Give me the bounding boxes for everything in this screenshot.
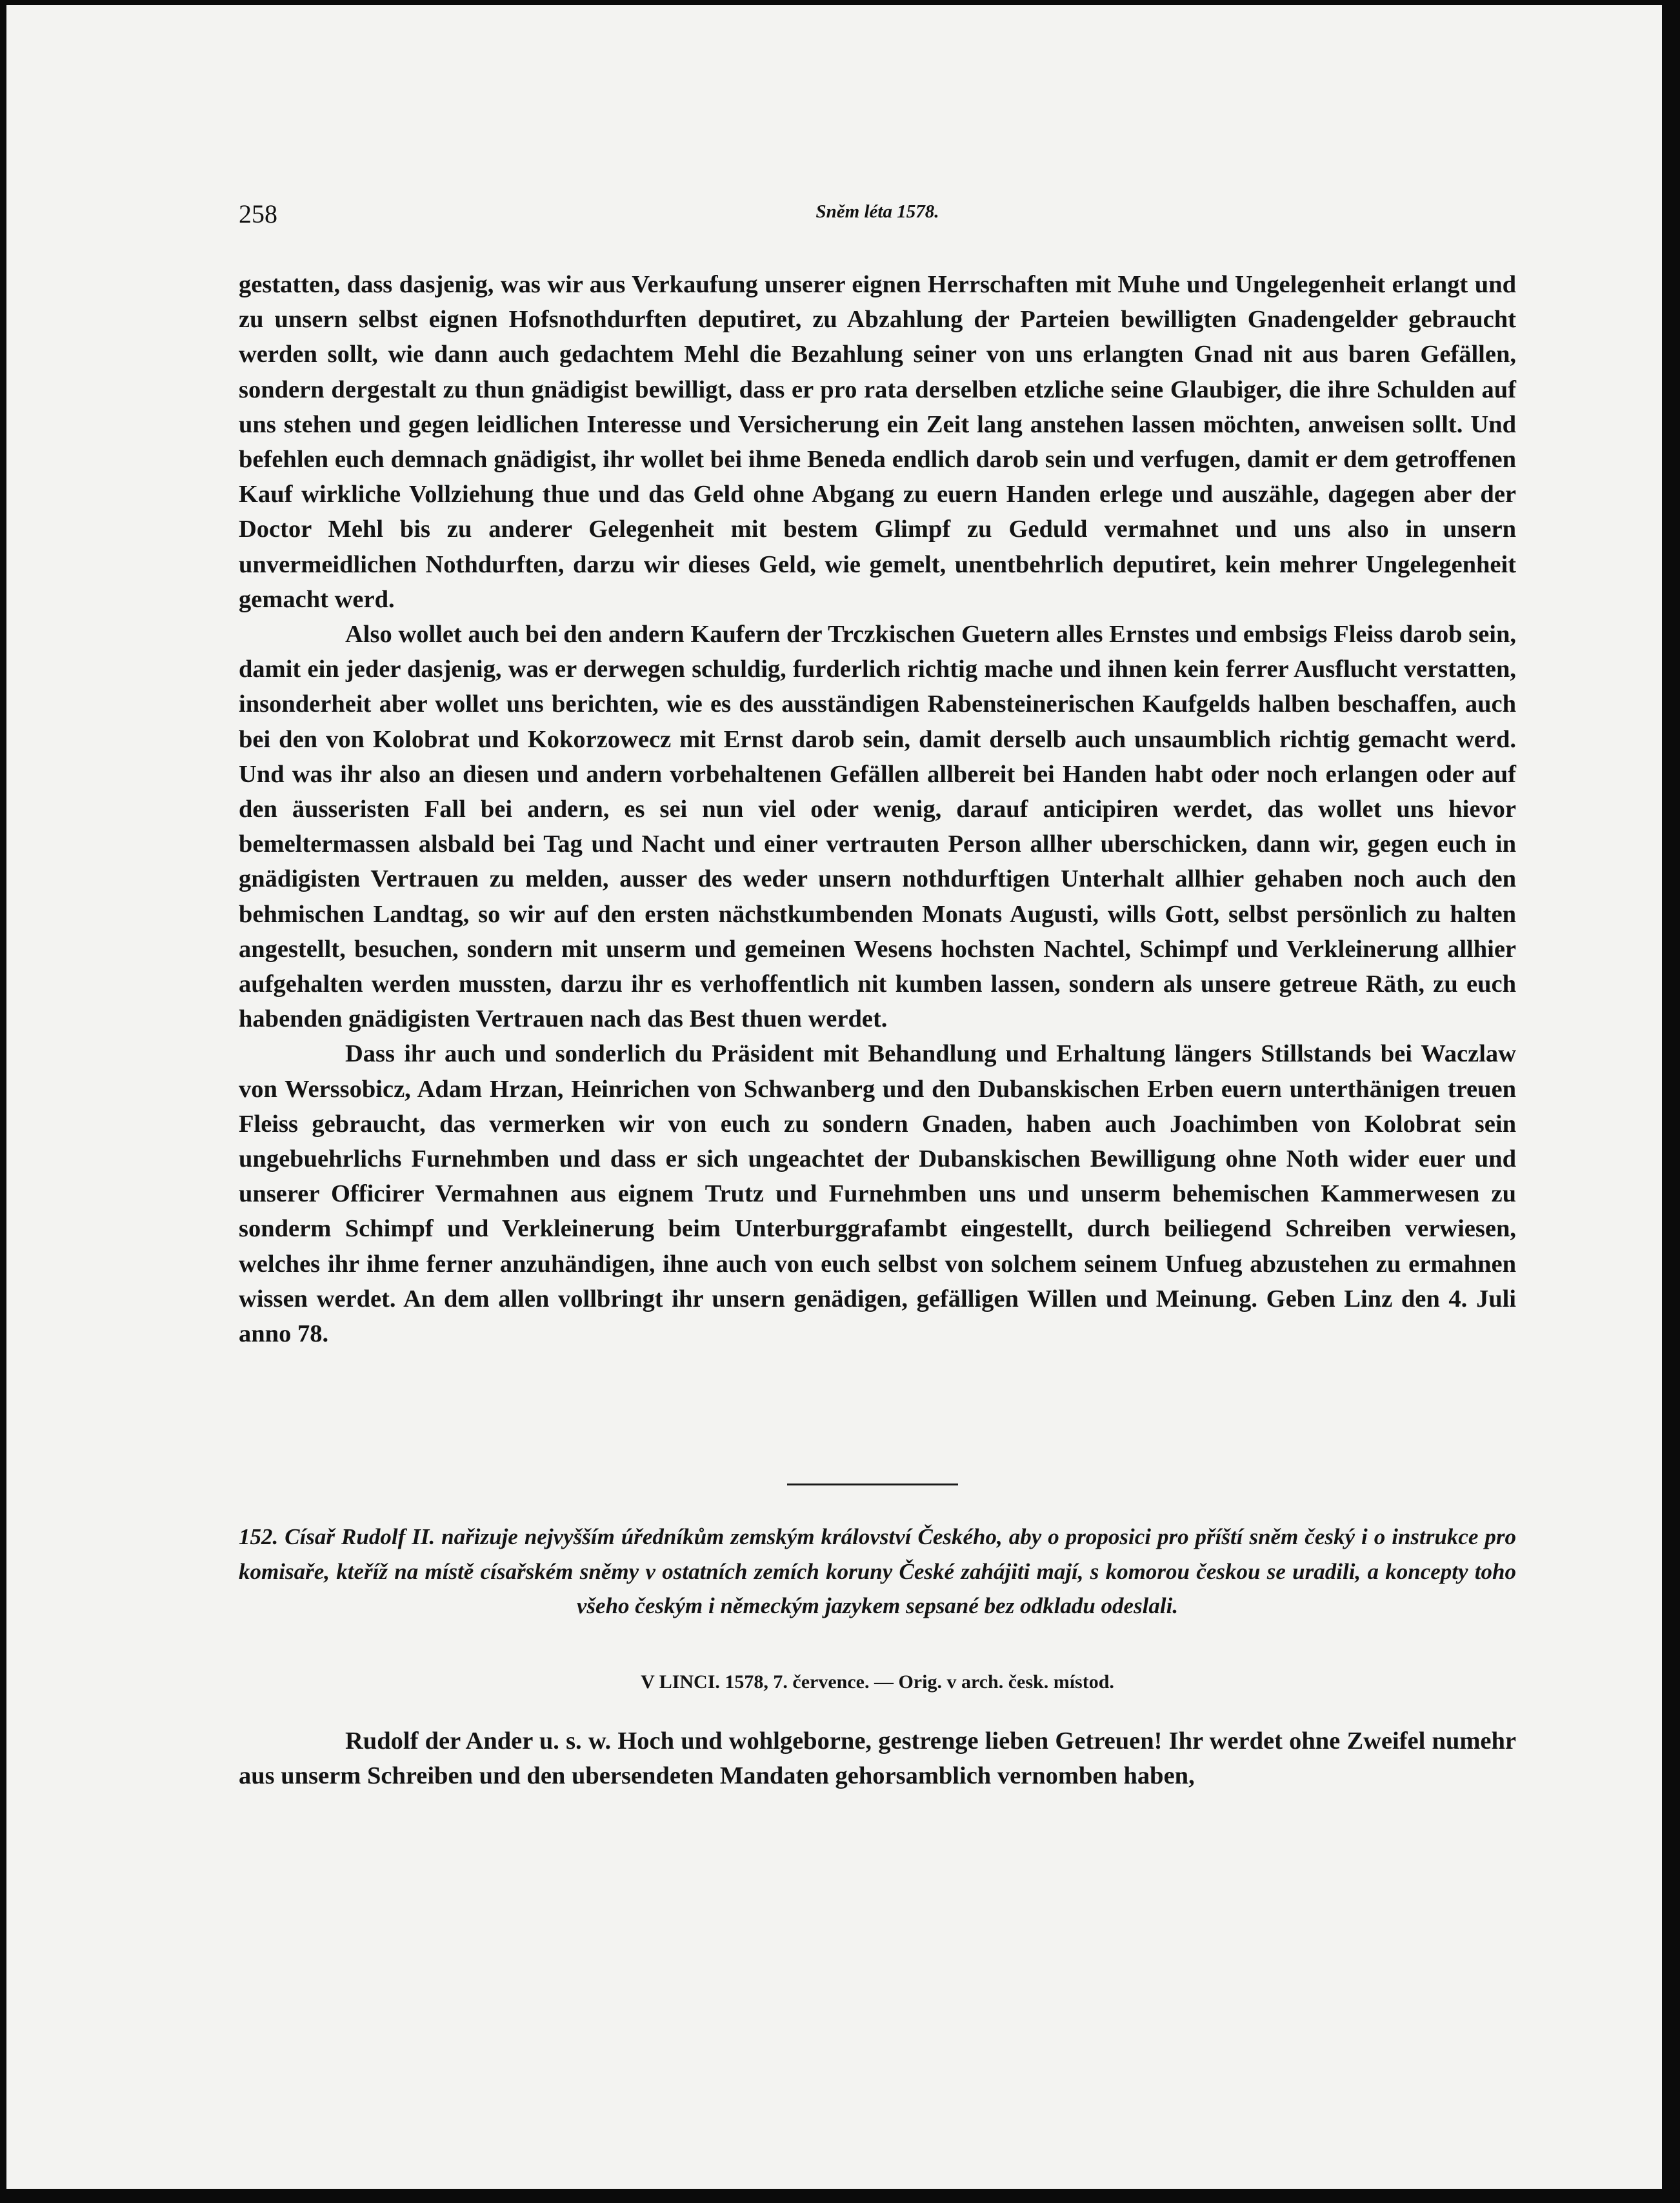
paragraph: Dass ihr auch und sonderlich du Präsident mit Behandlung und Erhaltung längers Stillstands bei Waczlaw von Werssobicz, Adam Hrzan, Heinrichen von Schwanberg und den Dubanskischen Erben euern unterthänigen treuen Fleiss gebraucht, das vermerken wir von euch zu sondern Gnaden, haben auch Joachimben von Kolobrat sein ungebuehrlichs Furnehmben und dass er sich ungeachtet der Dubanskischen Bewilligung ohne Noth wider euer und unserer Officirer Vermahnen aus eignem Trutz und Furnehmben uns und unserm behemischen Kammerwesen zu sonderm Schimpf und Verkleinerung beim Unterburggrafambt eingestellt, durch beiliegend Schreiben verwiesen, welches ihr ihme ferner anzuhändigen, ihne auch von euch selbst von solchem seinem Unfueg abzustehen zu ermahnen wissen werdet. An dem allen vollbringt ihr unsern genädigen, gefälligen Willen und Meinung. Geben Linz den 4. Juli anno 78. — [239, 1040, 1516, 1348]
regest-text: 152. Císař Rudolf II. nařizuje nejvyšším úředníkům zemským království Českého, aby o proposici pro příští sněm český i o instrukce pro komisaře, kteříž na místě císařském sněmy v ostatních zemích koruny České zahájiti mají, s komorou českou se uradili, a koncepty toho všeho českým i německým jazykem sepsané bez odkladu odeslali. — [239, 1524, 1516, 1618]
letter-text — [239, 1724, 1516, 1793]
main-text — [239, 267, 1516, 1351]
page-header — [239, 199, 1516, 237]
section-divider — [787, 1484, 958, 1485]
dateline: V LINCI. 1578, 7. července. — Orig. v arch. česk. místod. — [641, 1671, 1114, 1693]
page-number: 258 — [239, 199, 277, 228]
book-page — [6, 5, 1662, 2189]
paragraph: Rudolf der Ander u. s. w. Hoch und wohlgeborne, gestrenge lieben Getreuen! Ihr werdet ohne Zweifel numehr aus unserm Schreiben und den ubersendeten Mandaten gehorsamblich vernomben haben, — [239, 1727, 1516, 1789]
paragraph: Also wollet auch bei den andern Kaufern der Trczkischen Guetern alles Ernstes und embsigs Fleiss darob sein, damit ein jeder dasjenig, was er derwegen schuldig, furderlich richtig mache und ihnen kein ferrer Ausflucht verstatten, insonderheit aber wollet uns berichten, wie es des ausständigen Rabensteinerischen Kaufgelds halben beschaffen, auch bei den von Kolobrat und Kokorzowecz mit Ernst darob sein, damit derselb auch unsaumblich richtig gemacht werd. Und was ihr also an diesen und andern vorbehaltenen Gefällen allbereit bei Handen habt oder noch erlangen oder auf den äusseristen Fall bei andern, es sei nun viel oder wenig, darauf anticipiren werdet, das wollet uns hievor bemeltermassen alsbald bei Tag und Nacht und einer vertrauten Person allher uberschicken, dann wir, gegen euch in gnädigisten Vertrauen zu melden, ausser des weder unsern nothdurftigen Unterhalt allhier gehaben noch auch den behmischen Landtag, so wir auf den ersten nächstkumbenden Monats Augusti, wills Gott, selbst persönlich zu halten angestellt, besuchen, sondern mit unserm und gemeinen Wesens hochsten Nachtel, Schimpf und Verkleinerung allhier aufgehalten werden mussten, darzu ihr es verhoffentlich nit kumben lassen, sondern als unsere getreue Räth, zu euch habenden gnädigisten Vertrauen nach das Best thuen werdet. — [239, 621, 1516, 1033]
paragraph: gestatten, dass dasjenig, was wir aus Verkaufung unserer eignen Herrschaften mit Muhe und Ungelegenheit erlangt und zu unsern selbst eignen Hofsnothdurften deputiret, zu Abzahlung der Parteien bewilligten Gnadengelder gebraucht werden sollt, wie dann auch gedachtem Mehl die Bezahlung seiner von uns erlangten Gnad nit aus baren Gefällen, sondern dergestalt zu thun gnädigist bewilligt, dass er pro rata derselben etzliche seine Glaubiger, die ihre Schulden auf uns stehen und gegen leidlichen Interesse und Versicherung ein Zeit lang anstehen lassen möchten, anweisen sollt. Und befehlen euch demnach gnädigist, ihr wollet bei ihme Beneda endlich darob sein und verfugen, damit er dem getroffenen Kauf wirkliche Vollziehung thue und das Geld ohne Abgang zu euern Handen erlege und auszähle, dagegen aber der Doctor Mehl bis zu anderer Gelegenheit mit bestem Glimpf zu Geduld vermahnet und uns also in unsern unvermeidlichen Nothdurften, darzu wir dieses Geld, wie gemelt, unentbehrlich deputiret, kein mehrer Ungelegenheit gemacht werd. — [239, 271, 1516, 613]
document-regest — [239, 1520, 1516, 1624]
running-title: Sněm léta 1578. — [815, 201, 939, 222]
